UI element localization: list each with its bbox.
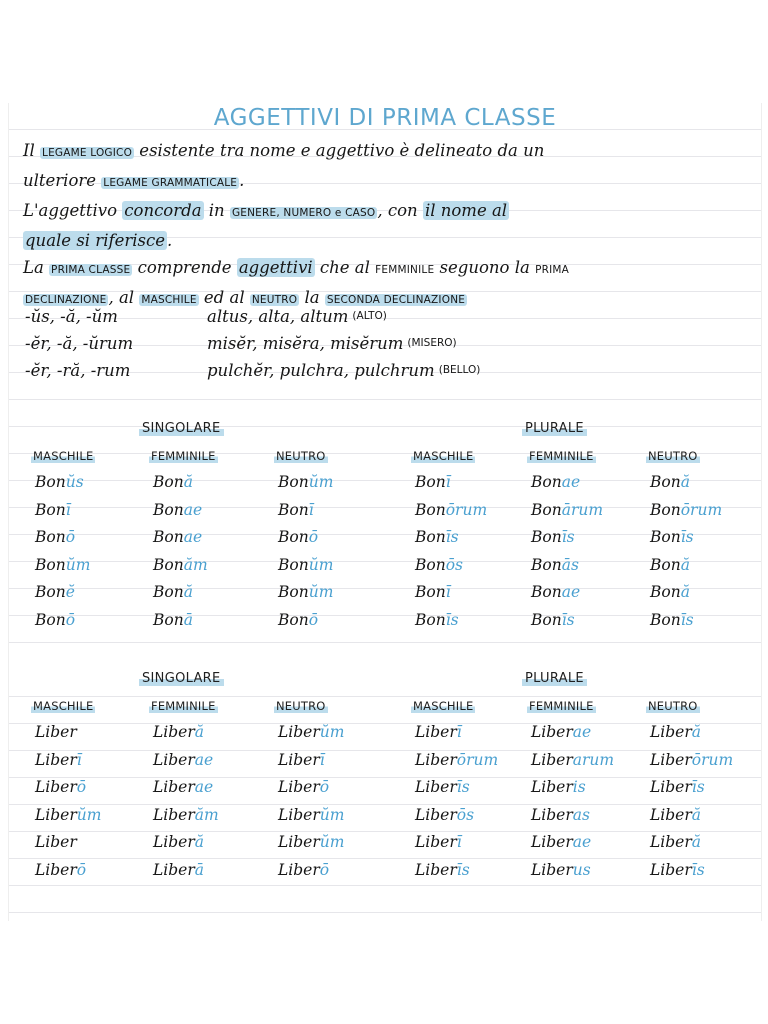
- declension-table-bonus: [9, 415, 761, 645]
- ending: ae: [572, 723, 592, 741]
- declined-form: [35, 611, 75, 629]
- declined-form: [650, 473, 690, 491]
- ending: ōrum: [680, 500, 723, 519]
- stem: Liber: [278, 778, 320, 796]
- ending: us: [572, 860, 591, 879]
- stem: Bon: [650, 528, 681, 546]
- declined-form: [650, 723, 701, 741]
- stem: Bon: [650, 473, 681, 491]
- stem: Bon: [531, 555, 562, 574]
- notebook-page: [8, 103, 762, 921]
- stem: Bon: [278, 583, 309, 601]
- text: .: [166, 231, 173, 250]
- declined-form: [650, 583, 690, 601]
- ending: as: [572, 805, 590, 824]
- declined-form: [278, 611, 318, 629]
- declined-form: [650, 751, 733, 769]
- declined-form: [650, 528, 694, 546]
- declined-form: [278, 806, 344, 824]
- declension-table-liber: [9, 665, 761, 921]
- ending: īs: [691, 860, 705, 879]
- declined-form: [415, 473, 451, 491]
- declined-form: [650, 778, 705, 796]
- ending: ae: [194, 750, 214, 769]
- declined-form: [153, 778, 213, 796]
- column-header: [411, 699, 475, 713]
- ending: -ĕr, -ră, -rum: [25, 361, 131, 380]
- text: , al: [108, 288, 140, 307]
- text: esistente tra nome e aggettivo è delineato da un: [134, 141, 545, 160]
- declined-form: [153, 723, 204, 741]
- declined-form: [35, 751, 82, 769]
- stem: Liber: [153, 750, 195, 769]
- declined-form: [531, 723, 591, 741]
- ending: īs: [561, 610, 575, 629]
- stem: Bon: [531, 610, 562, 629]
- text: PRIMA: [535, 264, 570, 276]
- endings-list: [25, 303, 625, 384]
- singular-label-text: SINGOLARE: [139, 671, 224, 686]
- stem: Liber: [415, 860, 457, 879]
- text: Il: [23, 141, 41, 160]
- declined-form: [415, 751, 498, 769]
- example: misĕr, misĕra, misĕrum: [207, 334, 404, 353]
- ending: ō: [65, 610, 76, 629]
- highlight: MASCHILE: [141, 294, 197, 306]
- stem: Liber: [153, 805, 195, 824]
- declined-form: [531, 583, 580, 601]
- stem: Liber: [153, 778, 195, 796]
- ending: ă: [691, 723, 702, 741]
- column-header: [527, 699, 596, 713]
- ending: īs: [680, 610, 694, 629]
- ending: ī: [456, 833, 462, 851]
- plural-label-text: PLURALE: [522, 671, 587, 686]
- singular-label-text: SINGOLARE: [139, 421, 224, 436]
- declined-form: [531, 473, 580, 491]
- ending: -ŭs, -ă, -ŭm: [25, 307, 118, 326]
- stem: Bon: [278, 473, 309, 491]
- ending: ă: [680, 555, 690, 574]
- ending: ārum: [561, 500, 604, 519]
- declined-form: [415, 556, 463, 574]
- declined-form: [531, 751, 614, 769]
- highlight: DECLINAZIONE: [25, 294, 107, 306]
- ending: ae: [194, 778, 214, 796]
- declined-form: [278, 473, 333, 491]
- ending: ă: [691, 833, 702, 851]
- declined-form: [35, 806, 101, 824]
- plural-label: [522, 421, 587, 436]
- stem: Bon: [153, 528, 184, 546]
- intro-text: [23, 137, 749, 314]
- ending: ŭm: [319, 833, 345, 851]
- stem: Bon: [35, 610, 66, 629]
- text: ed al: [198, 288, 250, 307]
- stem: Bon: [153, 583, 184, 601]
- stem: Bon: [415, 555, 446, 574]
- stem: Bon: [650, 583, 681, 601]
- stem: Bon: [531, 528, 562, 546]
- ending: ŭs: [65, 473, 84, 491]
- column-header-text: FEMMINILE: [529, 449, 594, 463]
- stem: Bon: [35, 528, 66, 546]
- stem: Liber: [531, 805, 573, 824]
- declined-form: [650, 611, 694, 629]
- stem: Liber: [531, 778, 573, 796]
- stem: Liber: [531, 723, 573, 741]
- stem: Liber: [650, 750, 692, 769]
- meaning: (ALTO): [352, 310, 387, 322]
- highlight: quale si riferisce: [25, 231, 165, 250]
- text: FEMMINILE: [375, 264, 435, 276]
- declined-form: [35, 556, 90, 574]
- highlight: il nome al: [424, 201, 508, 220]
- stem: Bon: [153, 500, 184, 519]
- stem: Bon: [415, 610, 446, 629]
- stem: Liber: [415, 805, 457, 824]
- ending: ō: [308, 528, 319, 546]
- stem: Bon: [650, 555, 681, 574]
- stem: Liber: [650, 860, 692, 879]
- stem: Bon: [278, 555, 309, 574]
- column-header-text: FEMMINILE: [529, 699, 594, 713]
- declined-form: [415, 583, 451, 601]
- ending: ō: [319, 778, 330, 796]
- ending: ă: [691, 805, 702, 824]
- stem: Liber: [650, 778, 692, 796]
- text: .: [239, 171, 245, 190]
- stem: Liber: [415, 750, 457, 769]
- stem: Bon: [278, 500, 309, 519]
- stem: Liber: [278, 750, 320, 769]
- highlight: LEGAME LOGICO: [42, 147, 133, 159]
- singular-label: [139, 671, 224, 686]
- stem: Liber: [35, 805, 77, 824]
- column-header: [646, 699, 700, 713]
- declined-form: [278, 583, 333, 601]
- declined-form: [278, 778, 329, 796]
- ending: ā: [194, 860, 205, 879]
- declined-form: [415, 778, 470, 796]
- declined-form: [531, 501, 603, 519]
- ending: ī: [65, 500, 71, 519]
- declined-form: [35, 501, 71, 519]
- ending: ă: [680, 583, 690, 601]
- stem: Liber: [531, 833, 573, 851]
- stem: Liber: [650, 723, 692, 741]
- ending: īs: [445, 610, 459, 629]
- ending: is: [572, 778, 586, 796]
- declined-form: [531, 806, 590, 824]
- declined-form: [415, 806, 474, 824]
- ending: īs: [456, 778, 470, 796]
- ending: ŭm: [319, 723, 345, 741]
- declined-form: [650, 556, 690, 574]
- highlight: concorda: [124, 201, 202, 220]
- ending: -ĕr, -ă, -ŭrum: [25, 334, 134, 353]
- stem: Liber: [650, 805, 692, 824]
- column-header-text: NEUTRO: [276, 449, 326, 463]
- text: la: [299, 288, 325, 307]
- text: comprende: [132, 258, 237, 277]
- declined-form: [531, 611, 575, 629]
- stem: Bon: [415, 473, 446, 491]
- declined-form: [35, 723, 77, 741]
- stem: Liber: [278, 723, 320, 741]
- declined-form: [153, 833, 204, 851]
- column-header-text: FEMMINILE: [151, 699, 216, 713]
- declined-form: [278, 501, 314, 519]
- stem: Liber: [278, 860, 320, 879]
- stem: Bon: [531, 473, 562, 491]
- ending: ō: [65, 528, 76, 546]
- stem: Bon: [531, 500, 562, 519]
- stem: Liber: [35, 833, 77, 851]
- declined-form: [531, 778, 586, 796]
- singular-label: [139, 421, 224, 436]
- ending: ŭm: [319, 805, 345, 824]
- stem: Liber: [531, 750, 573, 769]
- declined-form: [35, 833, 77, 851]
- declined-form: [278, 723, 344, 741]
- column-header-text: MASCHILE: [33, 699, 94, 713]
- stem: Liber: [531, 860, 573, 879]
- ending: ăm: [194, 805, 219, 824]
- ending: ō: [308, 610, 319, 629]
- stem: Liber: [153, 833, 195, 851]
- stem: Liber: [153, 723, 195, 741]
- ending: īs: [456, 860, 470, 879]
- column-header-text: NEUTRO: [276, 699, 326, 713]
- stem: Liber: [415, 833, 457, 851]
- stem: Bon: [35, 555, 66, 574]
- declined-form: [35, 583, 75, 601]
- declined-form: [35, 528, 75, 546]
- stem: Bon: [650, 500, 681, 519]
- stem: Liber: [278, 805, 320, 824]
- ending: ī: [456, 723, 462, 741]
- ending: ō: [76, 860, 87, 879]
- column-header-text: MASCHILE: [413, 449, 474, 463]
- meaning: (BELLO): [438, 364, 481, 376]
- stem: Bon: [415, 528, 446, 546]
- stem: Liber: [415, 723, 457, 741]
- stem: Bon: [278, 610, 309, 629]
- declined-form: [415, 723, 462, 741]
- declined-form: [153, 501, 202, 519]
- ending: ŭm: [308, 555, 334, 574]
- stem: Liber: [650, 833, 692, 851]
- declined-form: [153, 751, 213, 769]
- ending: īs: [445, 528, 459, 546]
- ending: ĕ: [65, 583, 75, 601]
- stem: Bon: [278, 528, 309, 546]
- column-header: [527, 449, 596, 463]
- highlight: GENERE, NUMERO e CASO: [231, 207, 376, 219]
- ending: ō: [319, 860, 330, 879]
- highlight: aggettivi: [238, 258, 313, 277]
- stem: Bon: [153, 610, 184, 629]
- declined-form: [415, 861, 470, 879]
- stem: Bon: [35, 473, 66, 491]
- stem: Bon: [153, 473, 184, 491]
- stem: Bon: [153, 555, 184, 574]
- declined-form: [415, 501, 487, 519]
- column-header: [411, 449, 475, 463]
- intro-line: [23, 167, 749, 197]
- declined-form: [531, 556, 579, 574]
- ending: ī: [308, 500, 314, 519]
- stem: Liber: [35, 750, 77, 769]
- declined-form: [153, 528, 202, 546]
- ending: ae: [183, 528, 203, 546]
- stem: Liber: [415, 778, 457, 796]
- ending: arum: [572, 750, 615, 769]
- ending: ŭm: [65, 555, 91, 574]
- column-header: [274, 449, 328, 463]
- column-header-text: FEMMINILE: [151, 449, 216, 463]
- stem: Liber: [35, 778, 77, 796]
- stem: Bon: [35, 500, 66, 519]
- column-header: [274, 699, 328, 713]
- meaning: (MISERO): [407, 337, 457, 349]
- highlight: NEUTRO: [251, 294, 298, 306]
- ending-row: [25, 303, 625, 330]
- declined-form: [35, 861, 86, 879]
- column-header: [31, 449, 95, 463]
- ending: ae: [183, 500, 203, 519]
- ending: īs: [561, 528, 575, 546]
- ending: ī: [445, 473, 451, 491]
- declined-form: [650, 806, 701, 824]
- ending: ae: [561, 473, 581, 491]
- ending: ă: [183, 583, 193, 601]
- column-header-text: MASCHILE: [413, 699, 474, 713]
- example: altus, alta, altum: [207, 307, 349, 326]
- text: in: [203, 201, 230, 220]
- ending: ă: [183, 473, 193, 491]
- ending: ōrum: [456, 750, 499, 769]
- highlight: PRIMA CLASSE: [51, 264, 131, 276]
- ending-row: [25, 357, 625, 384]
- declined-form: [415, 611, 459, 629]
- stem: Liber: [153, 860, 195, 879]
- ending: ae: [572, 833, 592, 851]
- declined-form: [278, 556, 333, 574]
- declined-form: [531, 833, 591, 851]
- stem: Bon: [35, 583, 66, 601]
- ending: ōs: [456, 805, 475, 824]
- ending: ă: [194, 723, 205, 741]
- column-header: [149, 699, 218, 713]
- intro-line: [23, 137, 749, 167]
- declined-form: [278, 751, 325, 769]
- ending: ī: [445, 583, 451, 601]
- ending: ōrum: [691, 750, 734, 769]
- declined-form: [531, 861, 591, 879]
- ending: ōrum: [445, 500, 488, 519]
- intro-line: [23, 227, 749, 254]
- declined-form: [35, 473, 84, 491]
- ending: ī: [319, 750, 325, 769]
- declined-form: [153, 583, 193, 601]
- declined-form: [650, 501, 722, 519]
- plural-label: [522, 671, 587, 686]
- declined-form: [153, 556, 208, 574]
- declined-form: [153, 611, 193, 629]
- highlight: LEGAME GRAMMATICALE: [103, 177, 238, 189]
- ending: ōs: [445, 555, 464, 574]
- stem: Bon: [650, 610, 681, 629]
- ending: ă: [194, 833, 205, 851]
- declined-form: [415, 528, 459, 546]
- text: che al: [314, 258, 376, 277]
- declined-form: [35, 778, 86, 796]
- stem: Liber: [35, 860, 77, 879]
- text: ulteriore: [23, 171, 102, 190]
- declined-form: [153, 861, 204, 879]
- ending: īs: [691, 778, 705, 796]
- stem: Liber: [35, 723, 77, 741]
- ending: ŭm: [308, 473, 334, 491]
- ending: ā: [183, 610, 193, 629]
- column-header: [149, 449, 218, 463]
- declined-form: [153, 806, 219, 824]
- text: L'aggettivo: [23, 201, 123, 220]
- declined-form: [278, 861, 329, 879]
- column-header-text: MASCHILE: [33, 449, 94, 463]
- declined-form: [531, 528, 575, 546]
- stem: Liber: [278, 833, 320, 851]
- ending: īs: [680, 528, 694, 546]
- example: pulchĕr, pulchra, pulchrum: [207, 361, 435, 380]
- stem: Bon: [415, 500, 446, 519]
- declined-form: [415, 833, 462, 851]
- declined-form: [650, 861, 705, 879]
- ending: ī: [76, 750, 82, 769]
- ending: ās: [561, 555, 579, 574]
- declined-form: [278, 833, 344, 851]
- column-header-text: NEUTRO: [648, 449, 698, 463]
- ending: ŭm: [76, 805, 102, 824]
- intro-line: [23, 254, 749, 284]
- ending: ō: [76, 778, 87, 796]
- declined-form: [153, 473, 193, 491]
- plural-label-text: PLURALE: [522, 421, 587, 436]
- text: , con: [377, 201, 423, 220]
- stem: Bon: [415, 583, 446, 601]
- declined-form: [650, 833, 701, 851]
- column-header: [646, 449, 700, 463]
- ending: ăm: [183, 555, 208, 574]
- ending: ŭm: [308, 583, 334, 601]
- intro-line: [23, 197, 749, 227]
- ending: ae: [561, 583, 581, 601]
- stem: Bon: [531, 583, 562, 601]
- column-header-text: NEUTRO: [648, 699, 698, 713]
- text: seguono la: [434, 258, 536, 277]
- highlight: SECONDA DECLINAZIONE: [326, 294, 466, 306]
- ending-row: [25, 330, 625, 357]
- page-title: AGGETTIVI DI PRIMA CLASSE: [213, 105, 557, 131]
- column-header: [31, 699, 95, 713]
- ending: ă: [680, 473, 690, 491]
- declined-form: [278, 528, 318, 546]
- text: La: [23, 258, 50, 277]
